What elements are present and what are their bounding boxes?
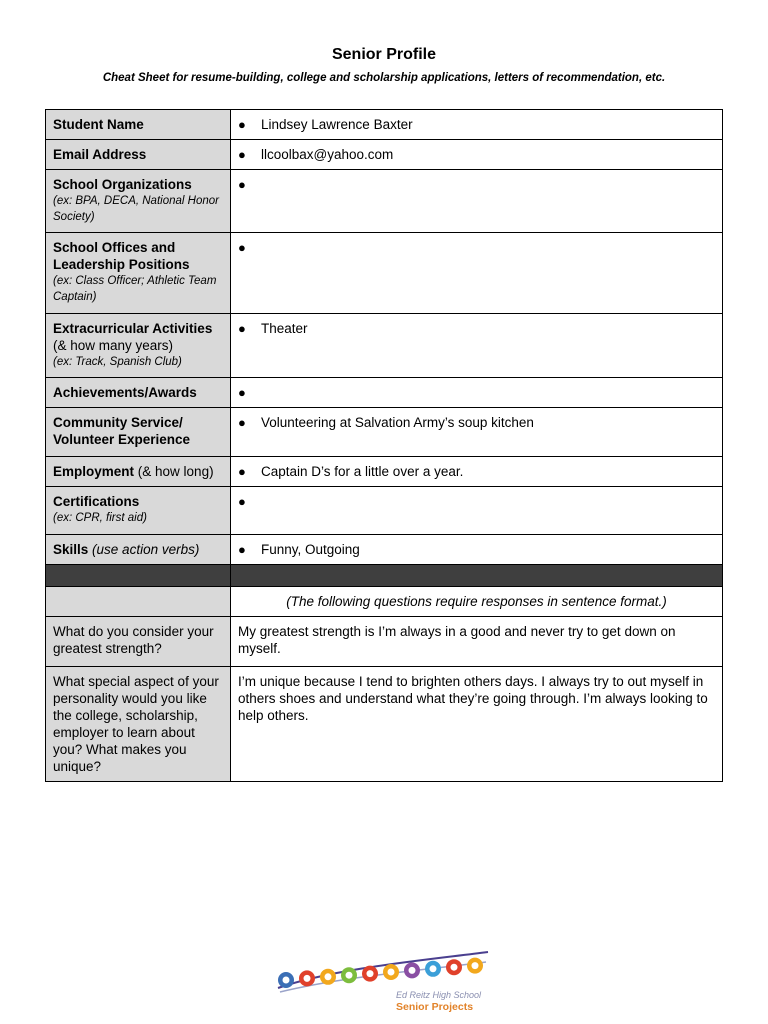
- logo-circle-center: [346, 972, 353, 979]
- bullet-icon: ●: [238, 385, 246, 400]
- sentence-note: (The following questions require responses in sentence format.): [231, 587, 723, 617]
- skills-label: Skills: [53, 542, 89, 557]
- label-cell: [46, 170, 231, 233]
- logo-senior-projects: Senior Projects: [396, 1001, 474, 1012]
- logo-circle-center: [325, 973, 332, 980]
- employment-value: Captain D’s for a little over a year.: [261, 464, 464, 479]
- community-cell[interactable]: [231, 408, 723, 457]
- employment-cell[interactable]: [231, 457, 723, 487]
- bullet-icon: ●: [238, 415, 246, 430]
- question-strength: What do you consider your greatest strength?: [46, 617, 231, 667]
- row-employment: [46, 457, 723, 487]
- bullet-icon: ●: [238, 240, 246, 255]
- employment-label: Employment: [53, 464, 135, 479]
- logo-circle-center: [430, 965, 437, 972]
- bullet-icon: ●: [238, 542, 246, 557]
- question-unique: What special aspect of your personality would you like the college, scholarship, employer to learn about you? What makes you unique?: [46, 667, 231, 782]
- row-student-name: [46, 110, 723, 140]
- row-sentence-note: [46, 587, 723, 617]
- certifications-label: Certifications: [53, 494, 140, 509]
- label-cell: [46, 110, 231, 140]
- logo-school-name: Ed Reitz High School: [396, 990, 482, 1000]
- label-cell: [46, 233, 231, 314]
- label-cell: [46, 457, 231, 487]
- row-skills: [46, 535, 723, 565]
- row-question-unique: [46, 667, 723, 782]
- organizations-hint: (ex: BPA, DECA, National Honor Society): [53, 195, 219, 223]
- organizations-cell[interactable]: [231, 170, 723, 233]
- extracurricular-label: Extracurricular Activities: [53, 321, 213, 336]
- row-offices: [46, 233, 723, 314]
- bullet-icon: ●: [238, 464, 246, 479]
- label-cell: [46, 378, 231, 408]
- row-organizations: [46, 170, 723, 233]
- logo-circle-center: [472, 962, 479, 969]
- email-cell[interactable]: [231, 140, 723, 170]
- row-certifications: [46, 487, 723, 535]
- row-question-strength: [46, 617, 723, 667]
- senior-projects-logo: [276, 950, 490, 1012]
- offices-cell[interactable]: [231, 233, 723, 314]
- row-achievements: [46, 378, 723, 408]
- organizations-label: School Organizations: [53, 177, 192, 192]
- bullet-icon: ●: [238, 147, 246, 162]
- bullet-icon: ●: [238, 494, 246, 509]
- bullet-icon: ●: [238, 117, 246, 132]
- label-cell: [46, 408, 231, 457]
- logo-circle-center: [367, 970, 374, 977]
- divider-cell: [46, 565, 231, 587]
- extracurricular-value: Theater: [261, 321, 308, 336]
- row-email: [46, 140, 723, 170]
- logo-circle-center: [304, 975, 311, 982]
- extracurricular-hint: (ex: Track, Spanish Club): [53, 356, 182, 368]
- skills-value: Funny, Outgoing: [261, 542, 360, 557]
- email-value: llcoolbax@yahoo.com: [261, 147, 394, 162]
- email-label: Email Address: [53, 147, 147, 162]
- label-cell: [46, 535, 231, 565]
- logo-circles: [278, 958, 483, 988]
- skills-hint: (use action verbs): [92, 542, 200, 557]
- page-title: Senior Profile: [331, 46, 437, 63]
- logo-circle-center: [451, 964, 458, 971]
- achievements-cell[interactable]: [231, 378, 723, 408]
- certifications-cell[interactable]: [231, 487, 723, 535]
- page-subtitle: Cheat Sheet for resume-building, college and scholarship applications, letters of recommendation, etc.: [102, 72, 666, 84]
- empty-label-cell: [46, 587, 231, 617]
- label-cell: [46, 487, 231, 535]
- student-name-value: Lindsey Lawrence Baxter: [261, 117, 413, 132]
- answer-unique[interactable]: I’m unique because I tend to brighten others days. I always try to out myself in others shoes and understand what they’re going through. I’m always looking to help others.: [231, 667, 723, 782]
- logo-circle-center: [388, 969, 395, 976]
- row-extracurricular: [46, 314, 723, 378]
- bullet-icon: ●: [238, 321, 246, 336]
- label-cell: [46, 140, 231, 170]
- row-community: [46, 408, 723, 457]
- employment-sublabel: (& how long): [137, 464, 214, 479]
- answer-strength[interactable]: My greatest strength is I’m always in a good and never try to get down on myself.: [231, 617, 723, 667]
- extracurricular-sublabel: (& how many years): [53, 338, 174, 353]
- profile-table: [45, 109, 723, 782]
- logo-circle-center: [283, 977, 290, 984]
- label-cell: [46, 314, 231, 378]
- bullet-icon: ●: [238, 177, 246, 192]
- divider-row: [46, 565, 723, 587]
- skills-cell[interactable]: [231, 535, 723, 565]
- achievements-label: Achievements/Awards: [53, 385, 197, 400]
- extracurricular-cell[interactable]: [231, 314, 723, 378]
- logo-circle-center: [409, 967, 416, 974]
- student-name-cell[interactable]: [231, 110, 723, 140]
- offices-hint: (ex: Class Officer; Athletic Team Captain): [53, 275, 217, 303]
- certifications-hint: (ex: CPR, first aid): [53, 512, 147, 524]
- student-name-label: Student Name: [53, 117, 144, 132]
- offices-label: School Offices and Leadership Positions: [53, 240, 190, 272]
- community-value: Volunteering at Salvation Army’s soup kitchen: [261, 415, 534, 430]
- community-label: Community Service/ Volunteer Experience: [53, 415, 191, 447]
- divider-cell: [231, 565, 723, 587]
